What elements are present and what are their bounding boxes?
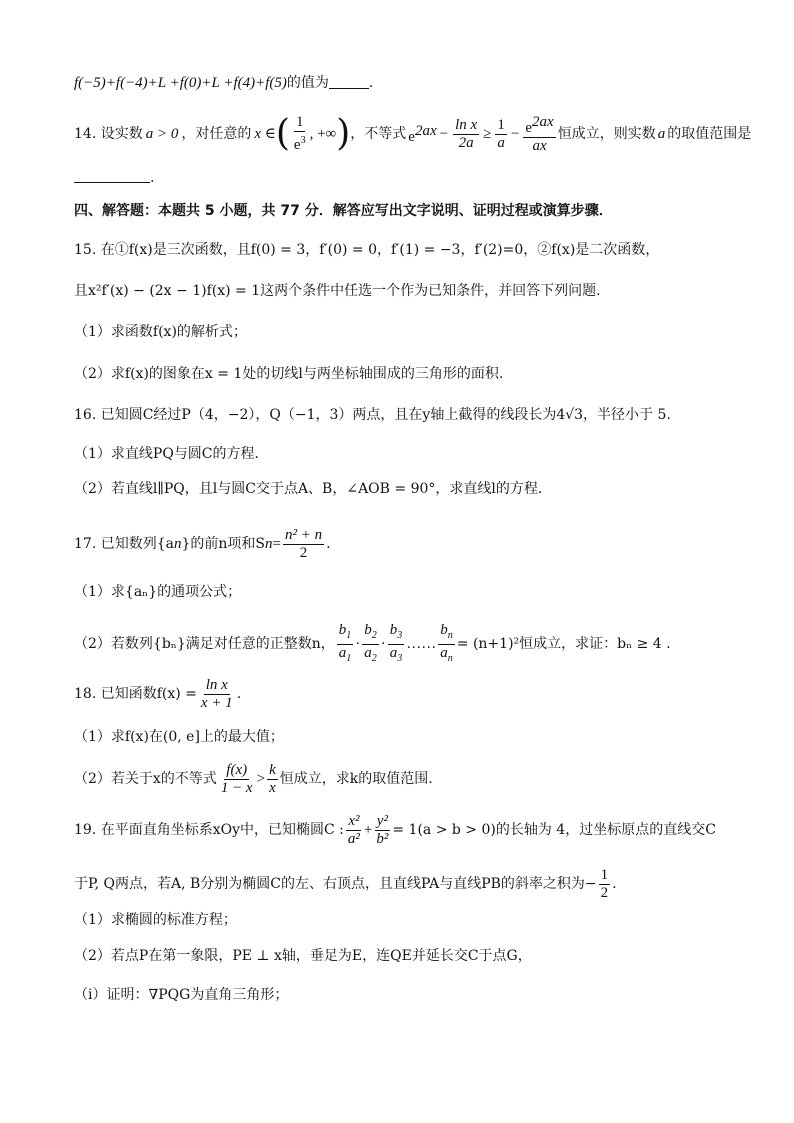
q14-frac-3: [495, 117, 507, 152]
q14-answer-blank: [74, 182, 150, 183]
q13-expression: f(−5)+f(−4)+L +f(0)+L +f(4)+f(5): [74, 75, 287, 91]
right-paren: ): [336, 113, 351, 154]
q18-frac: [199, 677, 235, 712]
q14-text-2: ，不等式: [350, 126, 407, 142]
q18-frac-left-num: f(x): [226, 761, 248, 778]
q15-line-1: 15. 在①f(x)是三次函数，且f(0) = 3，f′(0) = 0，f′(1) = −3，f′(2)=0，②f(x)是二次函数，: [74, 242, 660, 258]
q17-ratio-1: $\frac{b_1}{a_1}$: [338, 621, 352, 664]
q18-frac-num: ln x: [205, 676, 228, 693]
section-4-header: 四、解答题：本题共 5 小题，共 77 分．解答应写出文字说明、证明过程或演算步骤．: [74, 203, 613, 219]
q15-part-1: （1）求函数f(x)的解析式；: [74, 324, 247, 340]
q17-part2-text: （2）若数列{bₙ}满足对任意的正整数n，: [74, 636, 335, 652]
q14-exp-base: e: [408, 129, 415, 145]
q18-part-1: （1）求f(x)在(0, e]上的最大值；: [74, 729, 284, 745]
q13-tail: [74, 73, 373, 93]
q16-part-1: （1）求直线PQ与圆C的方程．: [74, 446, 269, 462]
q14-frac4-sup: 2ax: [532, 113, 554, 130]
q14-var-a: a: [657, 126, 666, 142]
q18-frac-right-num: k: [269, 761, 276, 778]
q17-end: .: [326, 536, 331, 552]
q14-frac-4: [523, 114, 555, 155]
q13-end: .: [368, 75, 374, 91]
q18-end: .: [236, 686, 242, 702]
q19-part-1: （1）求椭圆的标准方程；: [74, 912, 237, 928]
q14-end: .: [150, 170, 155, 186]
q19-part-2: （2）若点P在第一象限，PE ⊥ x轴，垂足为E，连QE并延长交C于点G，: [74, 948, 532, 964]
q17-ratio-n: $\frac{b_n}{a_n}$: [440, 621, 453, 664]
q14-frac1-num: 1: [295, 114, 304, 130]
q17-frac-num: n² + n: [284, 526, 323, 543]
q14-line: [74, 112, 751, 156]
q13-text: 的值为: [286, 75, 329, 91]
q19-half-num: 1: [600, 866, 609, 883]
q14-text-3: 恒成立，则实数: [557, 126, 656, 142]
q18-part2-end: 恒成立，求k的取值范围.: [279, 771, 433, 787]
q16-part-2: （2）若直线l∥PQ，且l与圆C交于点A、B，∠AOB = 90°，求直线l的方程．: [74, 481, 552, 497]
q19-half-den: 2: [600, 884, 609, 901]
q14-number: 14. 设实数: [74, 126, 143, 142]
q18-part-2: [74, 759, 433, 799]
q19-text-b: = 1(a > b > 0)的长轴为 4，过坐标原点的直线交C: [392, 822, 716, 838]
q18-frac-right: [267, 762, 278, 797]
q14-geq: ≥: [483, 126, 492, 142]
q19-frac-y-num: y²: [376, 812, 388, 829]
q14-frac2-num: ln x: [455, 116, 478, 133]
q14-minus: −: [439, 126, 449, 142]
q14-exp-sup: 2ax: [414, 123, 437, 139]
q14-minus-2: −: [510, 126, 520, 142]
q14-frac1-sup: 3: [300, 135, 306, 146]
q17-part2-end: = (n+1)²恒成立，求证：bₙ ≥ 4 .: [456, 636, 671, 652]
q19-line-1: [74, 808, 716, 852]
q17-part-1: （1）求{aₙ}的通项公式；: [74, 584, 242, 600]
q19-line-2: [74, 864, 617, 904]
q18-part2-text: （2）若关于x的不等式: [74, 771, 217, 787]
q15-part-2: （2）求f(x)的图象在x = 1处的切线l与两坐标轴围成的三角形的面积.: [74, 366, 504, 382]
q19-frac-half: [599, 867, 611, 902]
q19-part-2-i: （i）证明：∇PQG为直角三角形；: [74, 987, 289, 1003]
q19-text-c: 于P, Q两点，若A, B分别为椭圆C的左、右顶点，且直线PA与直线PB的斜率之积为−: [74, 876, 597, 892]
q18-gt: >: [256, 771, 266, 787]
q14-frac-1: [292, 114, 308, 154]
q17-line-1: [74, 524, 331, 564]
q19-frac-y: [374, 813, 390, 848]
q14-frac4-num: e: [525, 119, 533, 136]
q18-text: 18. 已知函数f(x) =: [74, 686, 197, 702]
q14-frac3-num: 1: [497, 116, 505, 133]
q18-frac-left-den: 1 − x: [220, 779, 253, 796]
q14-frac1-den: e: [293, 137, 301, 153]
left-paren: (: [275, 113, 290, 154]
q17-ratio-3: $\frac{b_3}{a_3}$: [389, 621, 403, 664]
q14-condition: a > 0: [145, 126, 179, 142]
q14-frac4-den: ax: [532, 137, 547, 154]
q14-frac2-den: 2a: [458, 134, 474, 151]
q19-frac-x-den: a²: [347, 830, 360, 847]
q19-frac-x: [346, 813, 362, 848]
q14-frac3-den: a: [497, 134, 505, 151]
q19-frac-y-den: b²: [376, 830, 389, 847]
q15-line-2: 且x²f′(x) − (2x − 1)f(x) = 1这两个条件中任选一个作为已知条件，并回答下列问题.: [74, 283, 601, 299]
q19-text-a: 19. 在平面直角坐标系xOy中，已知椭圆C :: [74, 822, 344, 838]
q19-plus: +: [363, 822, 373, 838]
q17-frac: [283, 527, 324, 562]
q17-frac-den: 2: [299, 544, 308, 561]
q17-sub-b: n: [264, 536, 273, 552]
q14-text: ，对任意的: [181, 126, 252, 142]
q18-frac-right-den: x: [269, 779, 276, 796]
q16-line-1: 16. 已知圆C经过P（4，−2），Q（−1，3）两点，且在y轴上截得的线段长为4√3，半径小于 5.: [74, 407, 671, 423]
q17-ratio-2: $\frac{b_2}{a_2}$: [364, 621, 377, 664]
q18-line-1: [74, 674, 241, 714]
q17-text-b: }的前n项和S: [181, 536, 265, 552]
q17-sub-a: n: [173, 536, 182, 552]
q14-frac-2: [453, 117, 479, 152]
q14-domain: x ∈: [254, 126, 276, 142]
q14-interval-end: , +∞: [309, 126, 337, 142]
q13-answer-blank: [329, 74, 369, 89]
q19-frac-x-num: x²: [348, 812, 360, 829]
q17-text-a: 17. 已知数列{a: [74, 536, 174, 552]
q17-part-2: （2）若数列{bₙ}满足对任意的正整数n， $\frac{b_1}{a_1}$ · $\frac{b_2}{a_2}$ · $\frac{b_3}{a_3}$ …… $\frac{b_n}{a_n}$ = (n+1)²恒成立，求证：bₙ ≥ 4 .: [74, 622, 671, 666]
q14-text-4: 的取值范围是: [667, 126, 752, 142]
q17-equals: =: [272, 536, 281, 552]
q18-frac-den: x + 1: [200, 694, 233, 711]
q18-frac-left: [219, 762, 255, 797]
q19-end: .: [612, 876, 617, 892]
